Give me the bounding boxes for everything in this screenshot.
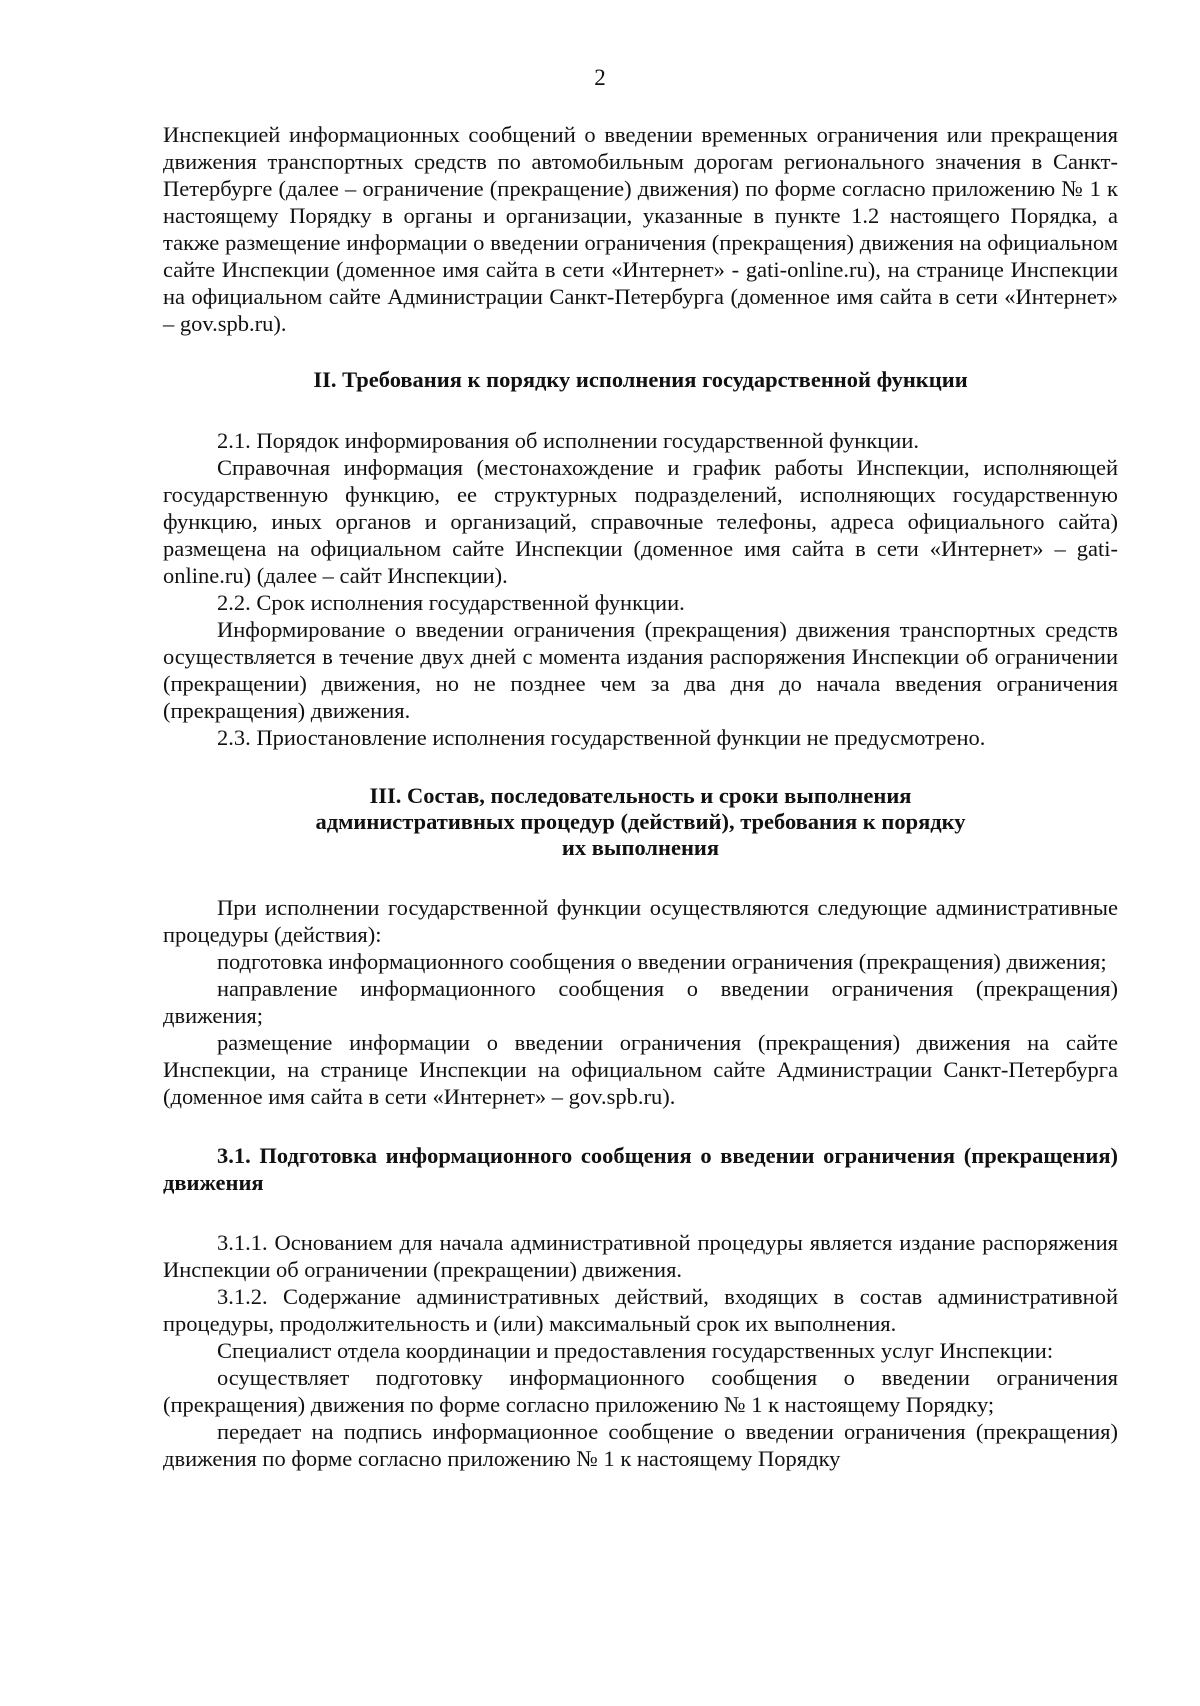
section-2-heading: II. Требования к порядку исполнения государственной функции	[313, 367, 968, 392]
section-3-heading-line: III. Состав, последовательность и сроки выполнения	[369, 783, 912, 808]
subsection-3-1-heading: 3.1. Подготовка информационного сообщения о введении ограничения (прекращения) движения	[163, 1143, 1118, 1195]
paragraph-specialist: Специалист отдела координации и предоставления государственных услуг Инспекции:	[217, 1338, 1054, 1363]
paragraph-informing: Информирование о введении ограничения (прекращения) движения транспортных средств осуществляется в течение двух дней с момента издания распоряжения Инспекции об ограничении (прекращении) движения, но не позднее чем за два дня до начала введения ограничения (прекращения) движения.	[163, 617, 1118, 723]
paragraph-2-1: 2.1. Порядок информирования об исполнении государственной функции.	[217, 428, 920, 453]
procedure-item: направление информационного сообщения о введении ограничения (прекращения) движения;	[163, 976, 1118, 1028]
paragraph-prepares: осуществляет подготовку информационного сообщения о введении ограничения (прекращения) движения по форме согласно приложению № 1 к настоящему Порядку;	[163, 1365, 1118, 1417]
page-number: 2	[594, 65, 606, 90]
procedure-item: подготовка информационного сообщения о введении ограничения (прекращения) движения;	[217, 949, 1107, 974]
paragraph-3-1-2: 3.1.2. Содержание административных действий, входящих в состав административной процедуры, продолжительность и (или) максимальный срок их выполнения.	[163, 1284, 1118, 1336]
paragraph-submits: передает на подпись информационное сообщение о введении ограничения (прекращения) движения по форме согласно приложению № 1 к настоящему Порядку	[163, 1419, 1118, 1471]
section-3-heading-line: административных процедур (действий), требования к порядку	[315, 809, 966, 834]
procedure-item: размещение информации о введении ограничения (прекращения) движения на сайте Инспекции, на странице Инспекции на официальном сайте Администрации Санкт-Петербурга (доменное имя сайта в сети «Интернет» – gov.spb.ru).	[163, 1030, 1118, 1109]
paragraph-2-3: 2.3. Приостановление исполнения государственной функции не предусмотрено.	[217, 725, 986, 750]
paragraph-2-2: 2.2. Срок исполнения государственной функции.	[217, 590, 685, 615]
section-3-heading-line: их выполнения	[561, 835, 720, 860]
paragraph-reference-info: Справочная информация (местонахождение и график работы Инспекции, исполняющей государственную функцию, ее структурных подразделений, исполняющих государственную функцию, иных органов и организаций, справочные телефоны, адреса официального сайта) размещена на официальном сайте Инспекции (доменное имя сайта в сети «Интернет» – gati-online.ru) (далее – сайт Инспекции).	[163, 455, 1118, 588]
intro-paragraph: Инспекцией информационных сообщений о введении временных ограничения или прекращения движения транспортных средств по автомобильным дорогам регионального значения в Санкт-Петербурге (далее – ограничение (прекращение) движения) по форме согласно приложению № 1 к настоящему Порядку в органы и организации, указанные в пункте 1.2 настоящего Порядка, а также размещение информации о введении ограничения (прекращения) движения на официальном сайте Инспекции (доменное имя сайта в сети «Интернет» - gati-online.ru), на странице Инспекции на официальном сайте Администрации Санкт-Петербурга (доменное имя сайта в сети «Интернет» – gov.spb.ru).	[163, 122, 1118, 336]
section-3-heading	[163, 783, 1118, 861]
page-content	[163, 121, 1118, 1472]
paragraph-3-1-1: 3.1.1. Основанием для начала административной процедуры является издание распоряжения Инспекции об ограничении (прекращении) движения.	[163, 1230, 1118, 1282]
paragraph-procedures-intro: При исполнении государственной функции осуществляются следующие административные процедуры (действия):	[163, 895, 1118, 947]
